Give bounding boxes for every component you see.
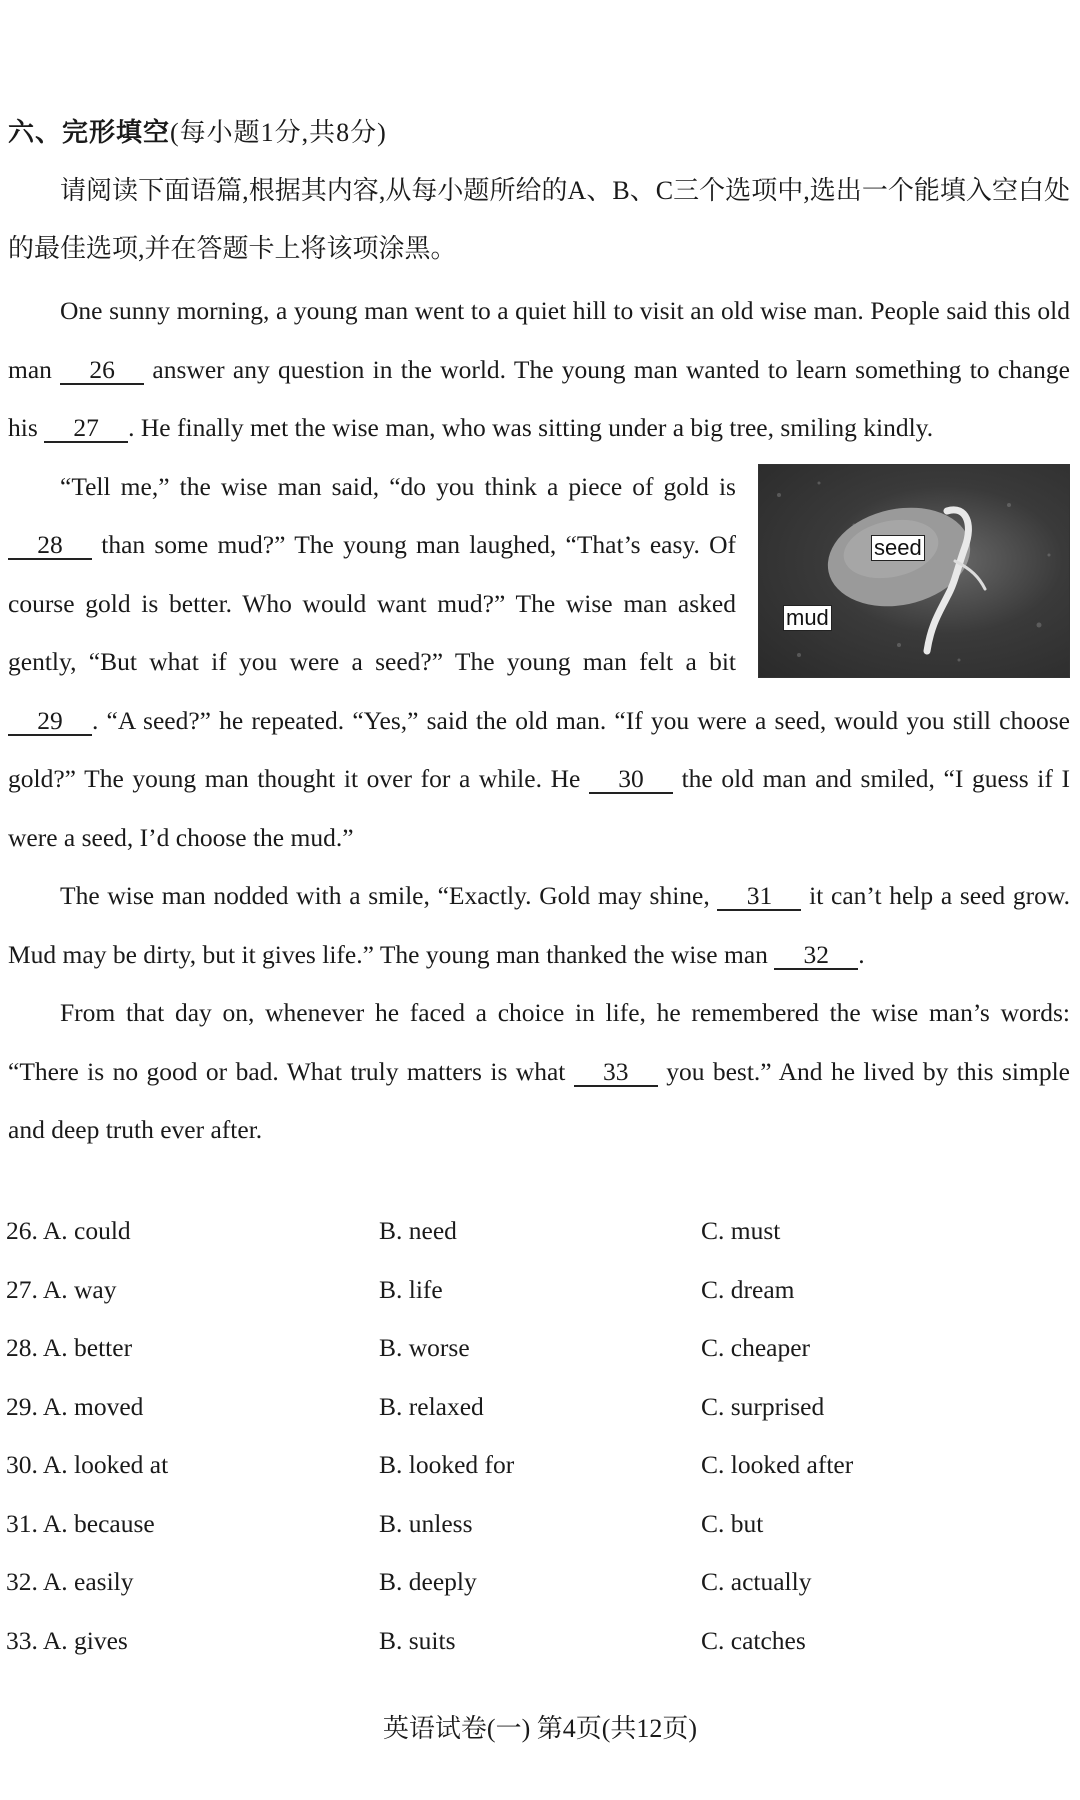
option-a: 29. A. moved	[6, 1391, 144, 1421]
option-c: C. dream	[701, 1274, 795, 1304]
option-a: 33. A. gives	[6, 1625, 128, 1655]
option-a: 26. A. could	[6, 1216, 131, 1245]
option-c: C. surprised	[701, 1391, 825, 1421]
blank-30: 30	[589, 766, 673, 794]
option-c: C. cheaper	[701, 1333, 811, 1362]
paragraph-3: The wise man nodded with a smile, “Exactly. Gold may shine, 31 it can’t help a seed grow. Mud may be dirty, but it gives life.” The young man thanked the wise man 32 .	[8, 881, 1071, 969]
option-row-27	[6, 1275, 1066, 1334]
blank-33: 33	[574, 1059, 658, 1087]
answer-options	[6, 1216, 1066, 1684]
paragraph-2: “Tell me,” the wise man said, “do you think a piece of gold is 28 than some mud?” The young man laughed, “That’s easy. Of course gold is better. Who would want mud?” The wise man asked gently, “But what if you were a seed?” The young man felt a bit 29 . “A seed?” he repeated. “Yes,” said the old man. “If you were a seed, would you still choose gold?” The young man thought it over for a while. He 30 the old man and smiled, “I guess if I were a seed, I’d choose the mud.”	[8, 471, 1070, 852]
option-b: B. suits	[379, 1625, 456, 1655]
option-b: B. life	[379, 1274, 443, 1304]
option-b: B. looked for	[379, 1450, 515, 1479]
option-a: 27. A. way	[6, 1274, 117, 1304]
section-heading	[8, 112, 387, 149]
seed-sprout-illustration	[759, 465, 1069, 677]
score-note: (每小题1分,共8分)	[170, 118, 387, 147]
blank-26: 26	[60, 357, 144, 385]
option-a: 32. A. easily	[6, 1567, 134, 1596]
option-c: C. but	[701, 1508, 764, 1538]
option-a: 30. A. looked at	[6, 1450, 169, 1479]
option-row-33	[6, 1626, 1066, 1685]
option-b: B. unless	[379, 1508, 473, 1538]
blank-28: 28	[8, 532, 92, 560]
blank-29: 29	[8, 708, 92, 736]
mud-label: mud	[783, 605, 832, 631]
option-b: B. worse	[379, 1333, 470, 1362]
blank-31: 31	[717, 883, 801, 911]
option-b: B. need	[379, 1216, 457, 1245]
option-c: C. catches	[701, 1625, 806, 1655]
seed-label: seed	[871, 535, 925, 561]
page-footer: 英语试卷(一) 第4页(共12页)	[382, 1714, 698, 1743]
option-a: 28. A. better	[6, 1333, 133, 1362]
option-row-31	[6, 1509, 1066, 1568]
paragraph-1: One sunny morning, a young man went to a quiet hill to visit an old wise man. People said this old man 26 answer any question in the world. The young man wanted to learn something to change his 27 . He finally met the wise man, who was sitting under a big tree, smiling kindly.	[8, 296, 1070, 442]
option-row-29	[6, 1392, 1066, 1451]
seed-in-mud-photo	[758, 464, 1070, 678]
blank-27: 27	[44, 415, 128, 443]
paragraph-4: From that day on, whenever he faced a choice in life, he remembered the wise man’s words: “There is no good or bad. What truly matters is what 33 you best.” And he lived by this simple and deep truth ever after.	[8, 998, 1070, 1144]
option-c: C. actually	[701, 1567, 812, 1596]
option-row-30	[6, 1450, 1066, 1509]
section-title: 六、完形填空	[8, 118, 171, 147]
option-row-26	[6, 1216, 1066, 1275]
option-c: C. must	[701, 1216, 781, 1245]
option-row-28	[6, 1333, 1066, 1392]
instructions: 请阅读下面语篇,根据其内容,从每小题所给的A、B、C三个选项中,选出一个能填入空白处的最佳选项,并在答题卡上将该项涂黑。	[8, 176, 1070, 263]
blank-32: 32	[774, 942, 858, 970]
cloze-passage	[8, 282, 1070, 1160]
option-a: 31. A. because	[6, 1508, 155, 1538]
option-row-32	[6, 1567, 1066, 1626]
option-b: B. deeply	[379, 1567, 477, 1596]
option-b: B. relaxed	[379, 1391, 484, 1421]
option-c: C. looked after	[701, 1450, 854, 1479]
